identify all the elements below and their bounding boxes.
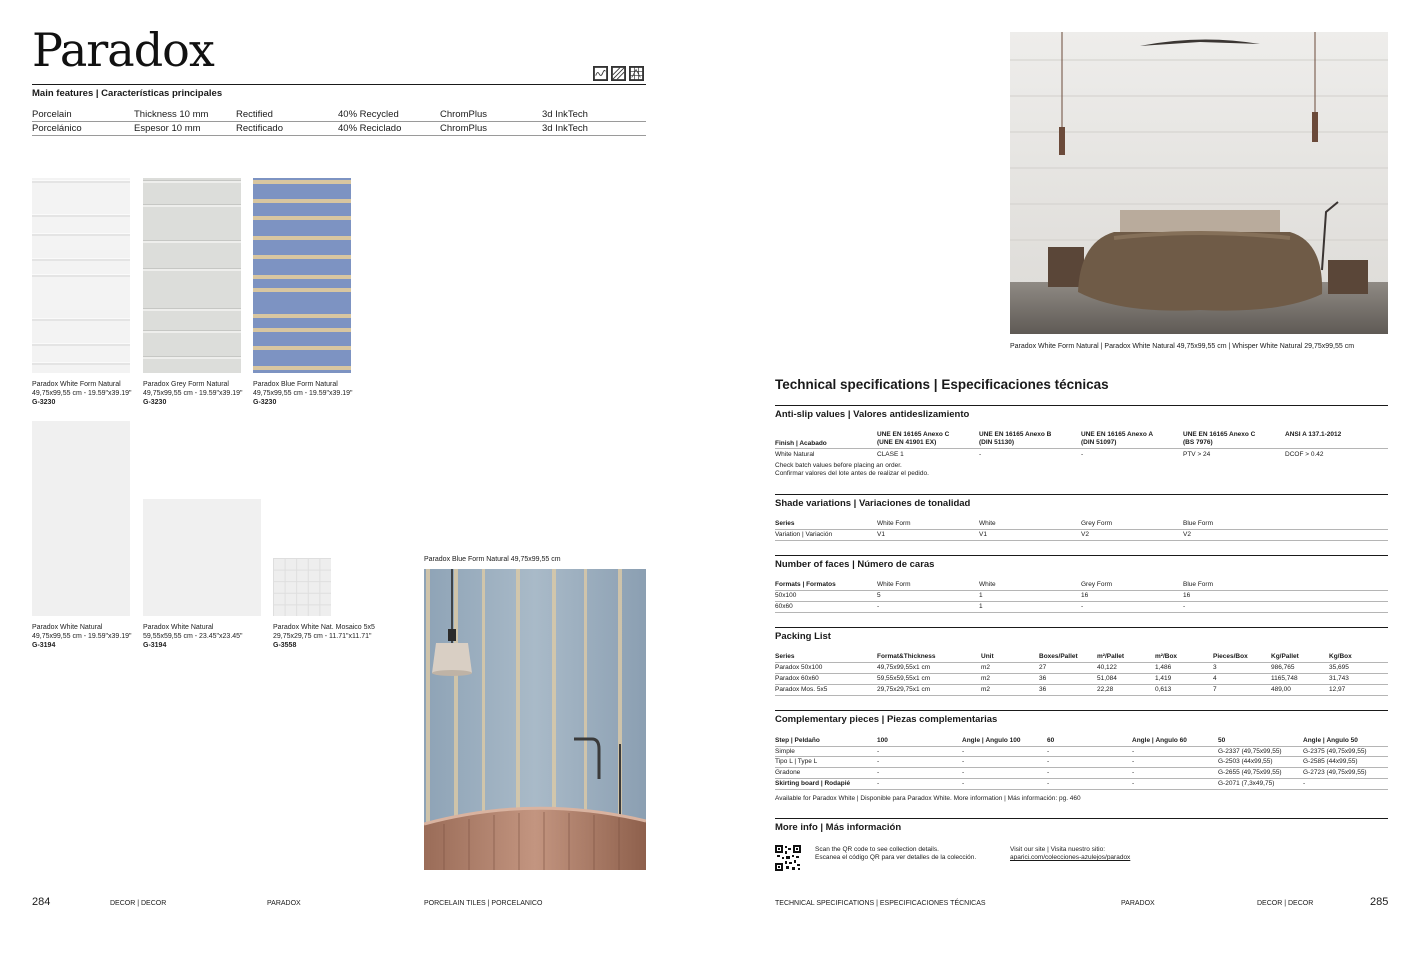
table-row: Variation | Variación V1 V1 V2 V2: [775, 530, 1388, 541]
tile-pattern-icon: [629, 66, 644, 81]
main-features-heading: Main features | Características principales: [32, 88, 223, 99]
feature-recycled: 40% Recycled: [338, 109, 399, 120]
tile-blue-form-swatch: [253, 178, 351, 373]
footer-collection: PARADOX: [267, 900, 301, 907]
features-row-es: [32, 122, 646, 136]
product-caption: Paradox White Form Natural 49,75x99,55 cm - 19.59"x39.19" G-3230: [32, 381, 132, 406]
feature-rectified: Rectified: [236, 109, 273, 120]
table-header-row: Finish | Acabado UNE EN 16165 Anexo C (UNE EN 41901 EX) UNE EN 16165 Anexo B (DIN 51130) UNE EN 16165 Anexo A (DIN 51097) UNE EN 16165 Anexo C (BS 7976) ANSI A 137.1-2012: [775, 431, 1388, 449]
complementary-table: [775, 735, 1388, 790]
feature-material: Porcelain: [32, 109, 72, 120]
right-page-number: 285: [1370, 896, 1389, 908]
bathroom-photo-caption: Paradox Blue Form Natural 49,75x99,55 cm: [424, 556, 561, 563]
more-info-title: More info | Más información: [775, 822, 902, 833]
tile-white-natural-60-swatch: [143, 499, 261, 616]
table-header-row: Formats | Formatos White Form White Grey Form Blue Form: [775, 580, 1388, 591]
complementary-title: Complementary pieces | Piezas complementarias: [775, 714, 998, 725]
collection-link[interactable]: aparici.com/colecciones-azulejos/paradox: [1010, 854, 1131, 861]
title-divider: [32, 84, 646, 85]
table-row: Paradox 60x60 59,55x59,55x1 cm m2 36 51,084 1,419 4 1165,748 31,743: [775, 674, 1388, 685]
table-row: 50x100 5 1 16 16: [775, 591, 1388, 602]
bedroom-photo-caption: Paradox White Form Natural | Paradox White Natural 49,75x99,55 cm | Whisper White Natural 29,75x99,55 cm: [1010, 343, 1355, 350]
bathroom-illustration: [424, 569, 646, 870]
section-divider: [775, 494, 1388, 495]
bedroom-photo: [1010, 32, 1388, 334]
feature-rectified: Rectificado: [236, 123, 283, 134]
footer-section: DECOR | DECOR: [1257, 900, 1314, 907]
scan-instruction-es: Escanea el código QR para ver detalles de la colección.: [815, 854, 977, 861]
product-caption: Paradox White Nat. Mosaico 5x5 29,75x29,75 cm - 11.71"x11.71" G-3558: [273, 624, 375, 649]
tile-white-natural-swatch: [32, 421, 130, 616]
tile-grey-form-swatch: [143, 178, 241, 373]
antislip-note-en: Check batch values before placing an order.: [775, 462, 902, 469]
shade-table: [775, 519, 1388, 541]
features-row-en: [32, 108, 646, 122]
packing-title: Packing List: [775, 631, 831, 642]
feature-thickness: Thickness 10 mm: [134, 109, 209, 120]
footer-section: DECOR | DECOR: [110, 900, 167, 907]
antislip-title: Anti-slip values | Valores antideslizamiento: [775, 409, 970, 420]
product-caption: Paradox Grey Form Natural 49,75x99,55 cm - 19.59"x39.19" G-3230: [143, 381, 243, 406]
complementary-note: Available for Paradox White | Disponible para Paradox White. More information | Más información: pg. 460: [775, 795, 1081, 802]
table-row: Tipo L | Type L - - - - G-2503 (44x99,55) G-2585 (44x99,55): [775, 757, 1388, 768]
bathroom-photo: [424, 569, 646, 870]
feature-icons: [593, 66, 644, 81]
tech-specs-divider: [775, 405, 1388, 406]
antislip-note-es: Confirmar valores del lote antes de realizar el pedido.: [775, 470, 929, 477]
antislip-table: [775, 431, 1388, 460]
scan-instruction-en: Scan the QR code to see collection details.: [815, 846, 939, 853]
shade-title: Shade variations | Variaciones de tonalidad: [775, 498, 971, 509]
faces-title: Number of faces | Número de caras: [775, 559, 935, 570]
feature-inktech: 3d InkTech: [542, 123, 588, 134]
section-divider: [775, 710, 1388, 711]
table-row: 60x60 - 1 - -: [775, 602, 1388, 613]
table-row: Skirting board | Rodapié - - - - G-2071 (7,3x49,75) -: [775, 779, 1388, 790]
product-caption: Paradox White Natural 49,75x99,55 cm - 19.59"x39.19" G-3194: [32, 624, 132, 649]
left-page-number: 284: [32, 896, 51, 908]
feature-material: Porcelánico: [32, 123, 82, 134]
bedroom-illustration: [1010, 32, 1388, 334]
table-row: Paradox Mos. 5x5 29,75x29,75x1 cm m2 36 22,28 0,613 7 489,00 12,97: [775, 685, 1388, 696]
feature-thickness: Espesor 10 mm: [134, 123, 201, 134]
feature-recycled: 40% Reciclado: [338, 123, 402, 134]
table-header-row: Series White Form White Grey Form Blue Form: [775, 519, 1388, 530]
footer-tech-section: TECHNICAL SPECIFICATIONS | ESPECIFICACIONES TÉCNICAS: [775, 900, 986, 907]
section-divider: [775, 555, 1388, 556]
qr-code-icon[interactable]: [775, 845, 801, 871]
wave-pattern-icon: [593, 66, 608, 81]
feature-chromplus: ChromPlus: [440, 109, 487, 120]
table-header-row: Series Format&Thickness Unit Boxes/Pallet m²/Pallet m²/Box Pieces/Box Kg/Pallet Kg/Box: [775, 652, 1388, 663]
faces-table: [775, 580, 1388, 613]
table-row: Simple - - - - G-2337 (49,75x99,55) G-2375 (49,75x99,55): [775, 746, 1388, 757]
footer-category: PORCELAIN TILES | PORCELANICO: [424, 900, 543, 907]
visit-site-label: Visit our site | Visita nuestro sitio:: [1010, 846, 1106, 853]
table-row: White Natural CLASE 1 - - PTV > 24 DCOF > 0.42: [775, 450, 1324, 458]
section-divider: [775, 818, 1388, 819]
diagonal-lines-icon: [611, 66, 626, 81]
feature-chromplus: ChromPlus: [440, 123, 487, 134]
section-divider: [775, 627, 1388, 628]
page-title: Paradox: [32, 23, 214, 77]
footer-collection: PARADOX: [1121, 900, 1155, 907]
tech-specs-title: Technical specifications | Especificaciones técnicas: [775, 377, 1109, 392]
product-caption: Paradox Blue Form Natural 49,75x99,55 cm - 19.59"x39.19" G-3230: [253, 381, 353, 406]
tile-mosaic-swatch: [273, 558, 331, 616]
packing-table: [775, 652, 1388, 696]
feature-inktech: 3d InkTech: [542, 109, 588, 120]
tile-white-form-swatch: [32, 178, 130, 373]
table-row: Paradox 50x100 49,75x99,55x1 cm m2 27 40,122 1,486 3 986,765 35,695: [775, 663, 1388, 674]
table-row: Gradone - - - - G-2655 (49,75x99,55) G-2723 (49,75x99,55): [775, 768, 1388, 779]
product-caption: Paradox White Natural 59,55x59,55 cm - 23.45"x23.45" G-3194: [143, 624, 243, 649]
table-header-row: Step | Peldaño 100 Angle | Ángulo 100 60 Angle | Ángulo 60 50 Angle | Ángulo 50: [775, 736, 1358, 744]
